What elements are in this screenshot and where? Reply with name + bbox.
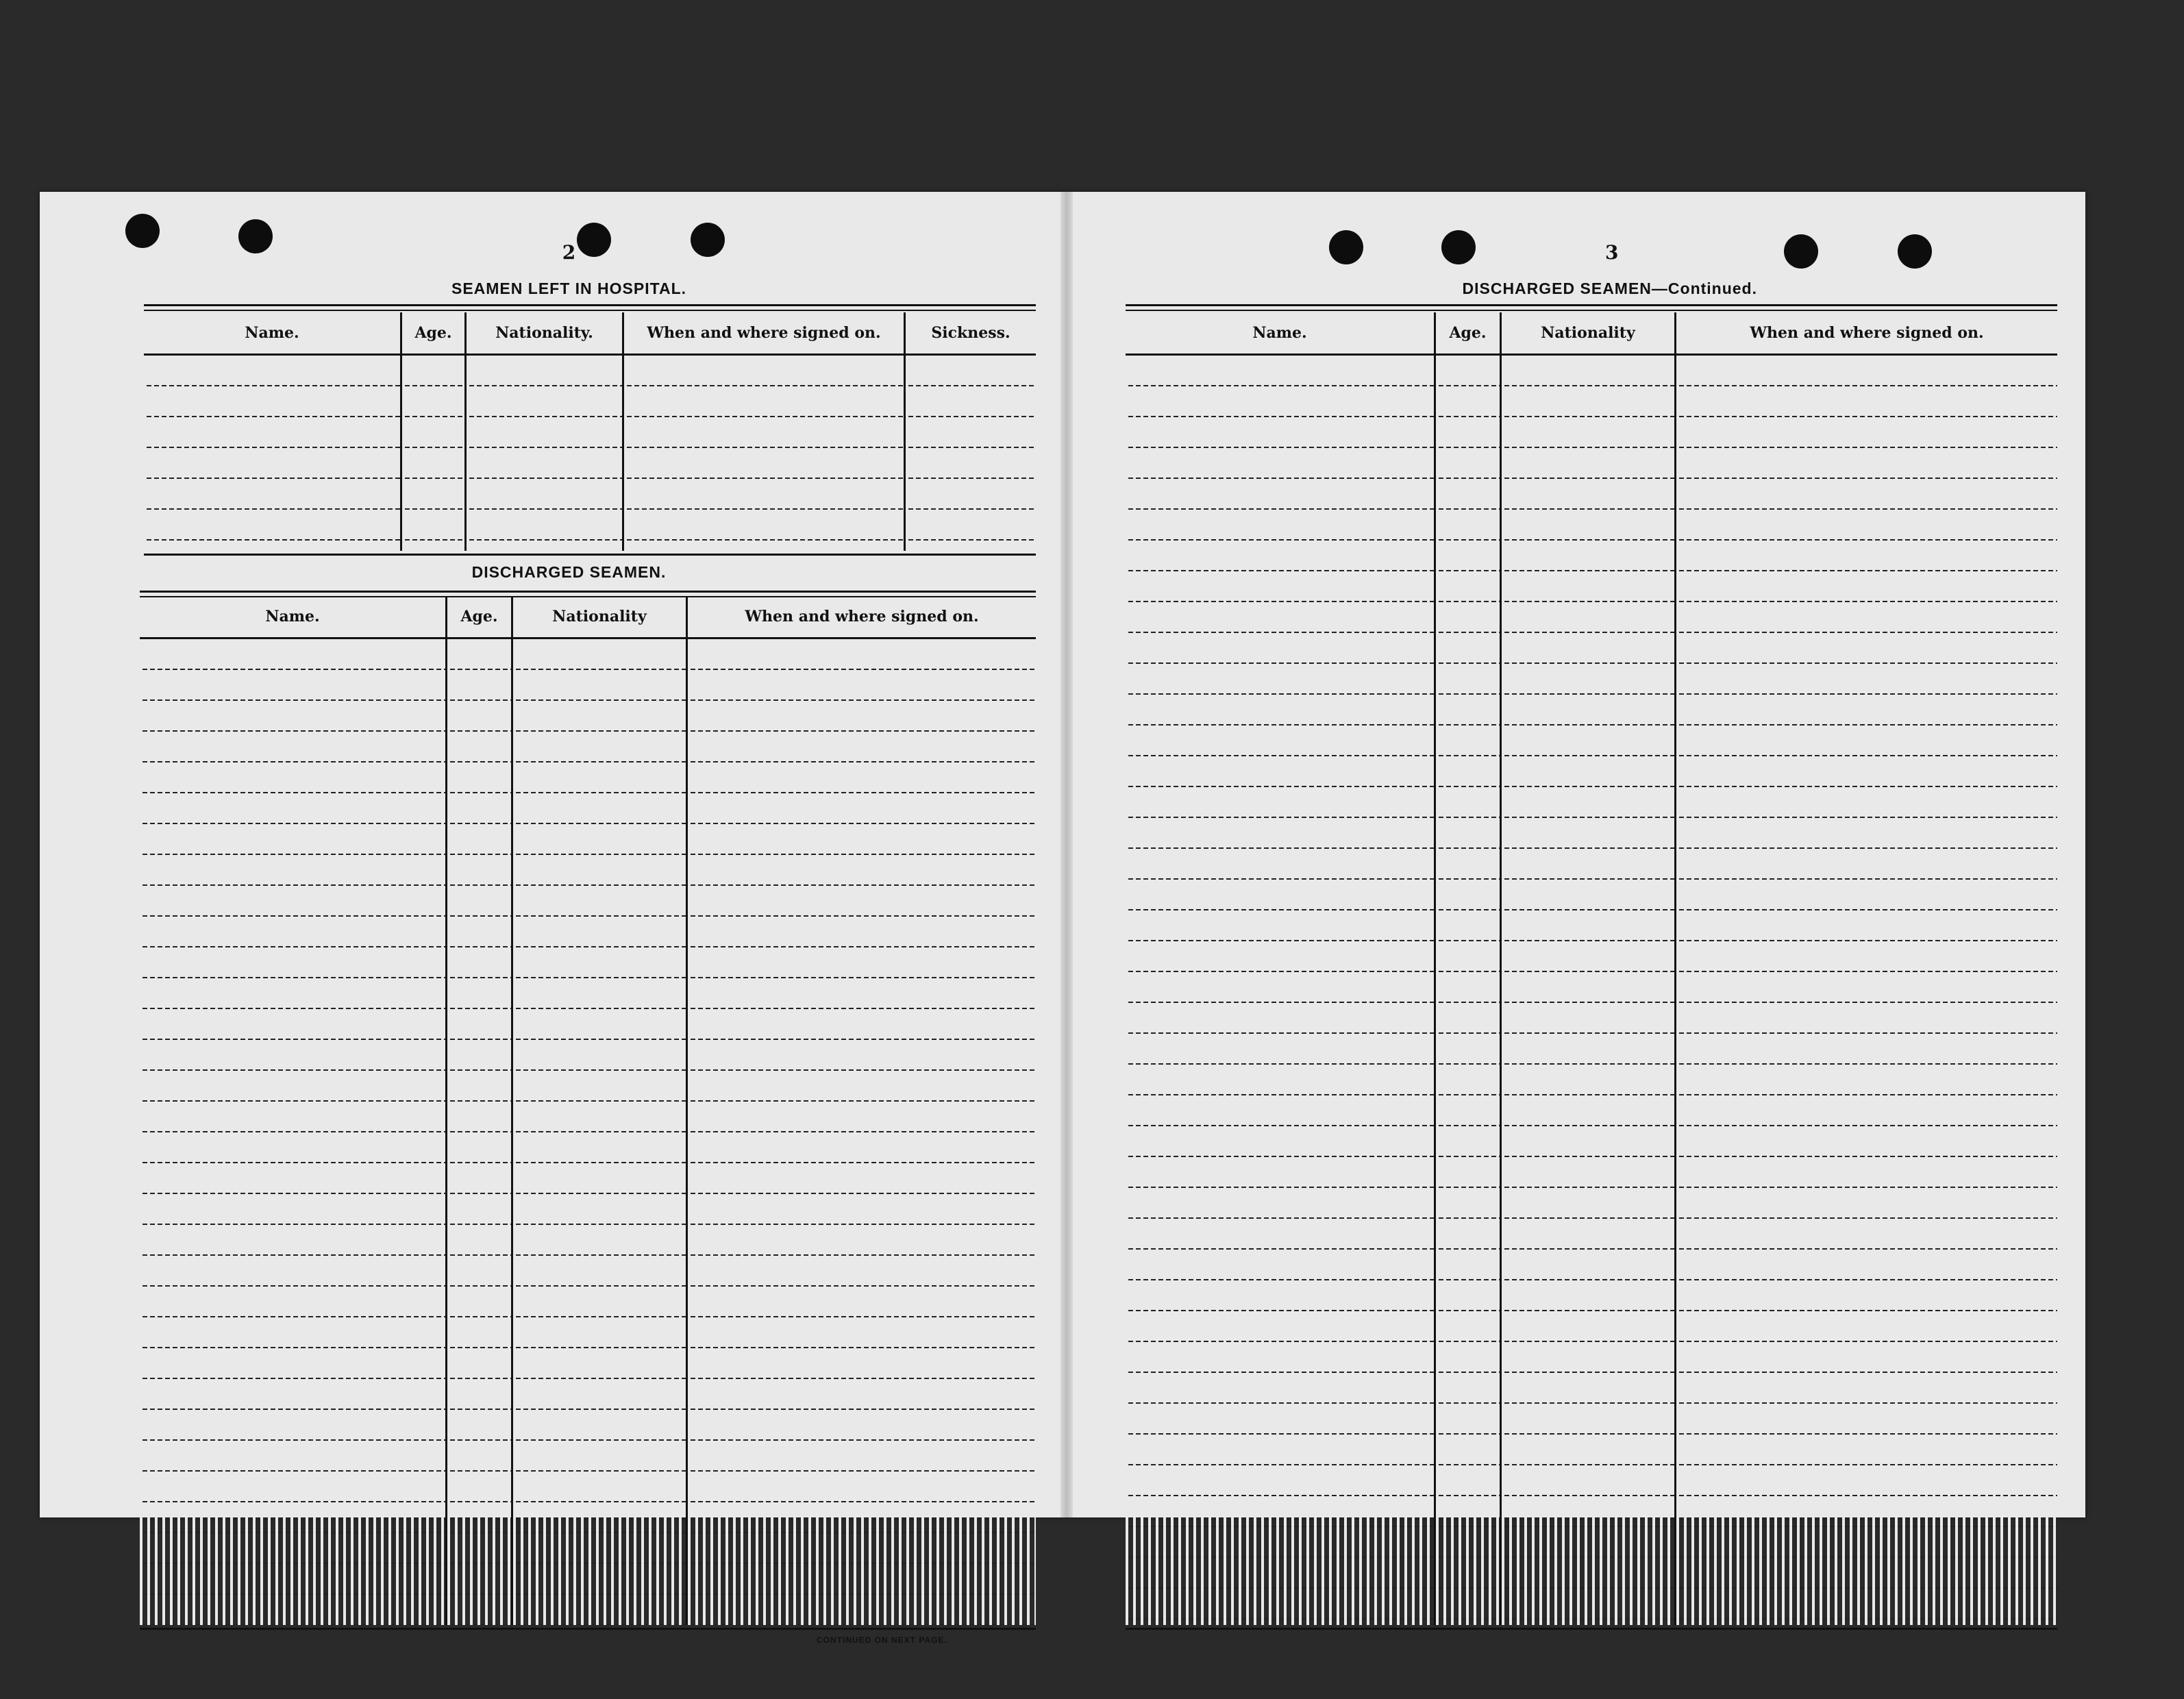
column-header: Sickness.: [906, 312, 1036, 356]
table-bottom-rule: [1126, 1628, 2057, 1630]
entry-lines: [1126, 356, 1434, 1625]
discharged-continued-title: DISCHARGED SEAMEN—Continued.: [1462, 280, 1757, 297]
hospital-col-nationality: [467, 312, 624, 551]
hospital-table: [144, 312, 1036, 551]
discharged-col-nationality: [1502, 312, 1676, 1625]
entry-lines: [513, 639, 686, 1625]
page-number: 3: [1605, 241, 1619, 264]
hospital-col-sickness: [906, 312, 1036, 551]
column-header: Nationality: [1502, 312, 1674, 356]
column-header: When and where signed on.: [1676, 312, 2057, 356]
hospital-section-title: SEAMEN LEFT IN HOSPITAL.: [451, 280, 687, 297]
left-page: [101, 192, 1037, 1645]
discharged-col-name: [1126, 312, 1436, 1625]
continued-footnote: CONTINUED ON NEXT PAGE.: [817, 1635, 947, 1645]
right-page: [1126, 192, 2064, 1517]
section-rule: [144, 304, 1036, 311]
hospital-col-age: [402, 312, 467, 551]
column-header: Nationality: [513, 596, 686, 639]
entry-lines: [1676, 356, 2057, 1625]
entry-lines: [688, 639, 1036, 1625]
entry-lines: [906, 356, 1036, 551]
entry-lines: [140, 639, 445, 1625]
discharged-col-signed-on: [688, 596, 1036, 1625]
column-header: Name.: [144, 312, 400, 356]
discharged-col-name: [140, 596, 447, 1625]
section-rule: [144, 554, 1036, 556]
discharged-col-signed-on: [1676, 312, 2057, 1625]
discharged-continued-table: [1126, 312, 2057, 1625]
hospital-col-signed-on: [624, 312, 906, 551]
entry-lines: [467, 356, 622, 551]
table-bottom-rule: [140, 1628, 1036, 1630]
page-number: 2: [562, 241, 576, 264]
entry-lines: [447, 639, 511, 1625]
entry-lines: [144, 356, 400, 551]
hospital-col-name: [144, 312, 402, 551]
discharged-table: [140, 596, 1036, 1625]
column-header: Nationality.: [467, 312, 622, 356]
column-header: Age.: [447, 596, 511, 639]
column-header: When and where signed on.: [624, 312, 904, 356]
discharged-col-nationality: [513, 596, 688, 1625]
discharged-section-title: DISCHARGED SEAMEN.: [471, 563, 667, 581]
entry-lines: [1436, 356, 1500, 1625]
discharged-col-age: [447, 596, 513, 1625]
discharged-col-age: [1436, 312, 1502, 1625]
page-gutter: [1060, 192, 1073, 1517]
section-rule: [1126, 304, 2057, 311]
column-header: Name.: [140, 596, 445, 639]
column-header: Age.: [402, 312, 464, 356]
column-header: When and where signed on.: [688, 596, 1036, 639]
column-header: Age.: [1436, 312, 1500, 356]
column-header: Name.: [1126, 312, 1434, 356]
ledger-sheet: [40, 192, 2085, 1645]
entry-lines: [624, 356, 904, 551]
entry-lines: [1502, 356, 1674, 1625]
entry-lines: [402, 356, 464, 551]
